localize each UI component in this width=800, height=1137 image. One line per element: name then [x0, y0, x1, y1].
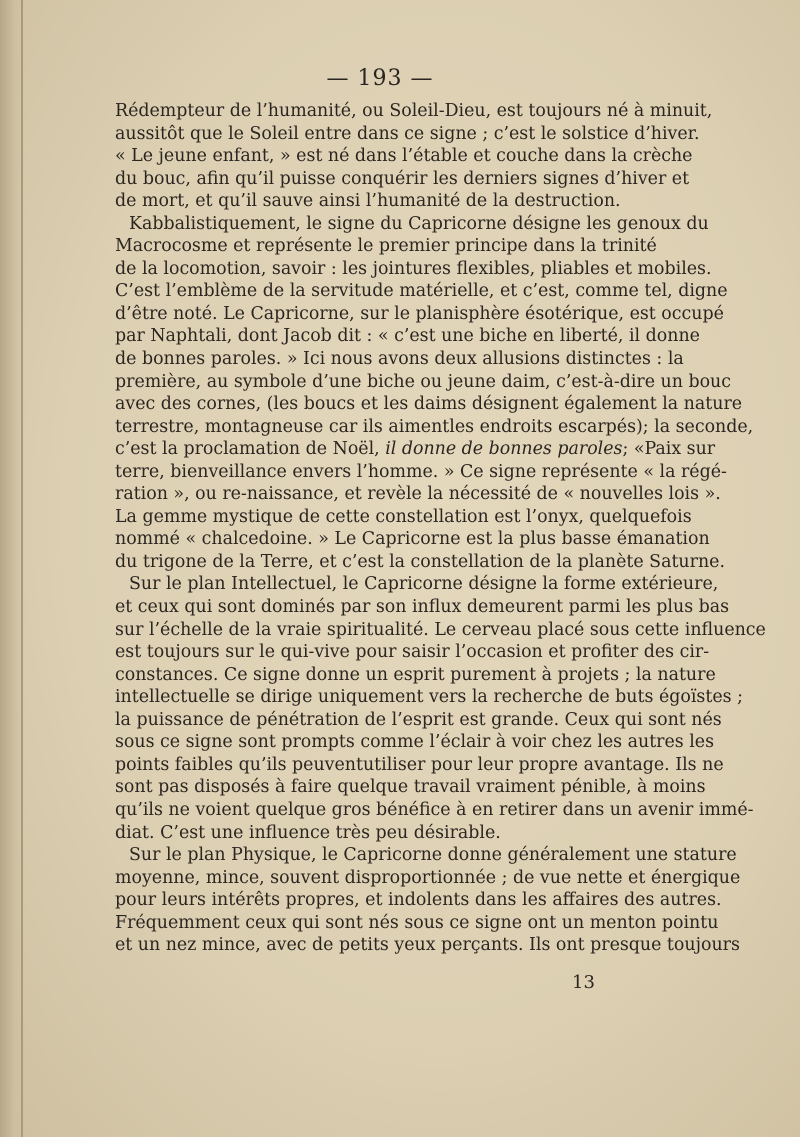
text-line: de la locomotion, savoir : les jointures flexibles, pliables et mobiles.	[115, 258, 712, 279]
text-line: de bonnes paroles. » Ici nous avons deux allusions distinctes : la	[115, 349, 684, 370]
text-line: de mort, et qu’il sauve ainsi l’humanité de la destruction.	[115, 191, 621, 212]
page-binding-edge	[21, 0, 23, 1137]
text-line: Macrocosme et représente le premier principe dans la trinité	[115, 236, 657, 257]
text-line: terrestre, montagneuse car ils aimentles endroits escarpés); la seconde,	[115, 416, 754, 437]
text-line: aussitôt que le Soleil entre dans ce signe ; c’est le solstice d’hiver.	[115, 123, 700, 144]
text-line: qu’ils ne voient quelque gros bénéfice à en retirer dans un avenir immé-	[115, 799, 754, 820]
text-line: et un nez mince, avec de petits yeux perçants. Ils ont presque toujours	[115, 935, 740, 956]
text-line: la puissance de pénétration de l’esprit est grande. Ceux qui sont nés	[115, 709, 722, 730]
italic-phrase: il donne de bonnes paroles	[385, 439, 623, 460]
paragraph-start-line: Kabbalistiquement, le signe du Capricorne désigne les genoux du	[129, 213, 709, 234]
line-tail-text: ; «Paix sur	[622, 439, 716, 460]
text-line: points faibles qu’ils peuventutiliser pour leur propre avantage. Ils ne	[115, 754, 724, 775]
text-line: et ceux qui sont dominés par son influx demeurent parmi les plus bas	[115, 597, 730, 618]
text-line: Rédempteur de l’humanité, ou Soleil-Dieu, est toujours né à minuit,	[115, 101, 713, 121]
text-line-with-italic	[115, 438, 716, 461]
text-line: terre, bienveillance envers l’homme. » Ce signe représente « la régé-	[115, 461, 727, 482]
text-line: ration », ou re-naissance, et revèle la nécessité de « nouvelles lois ».	[115, 484, 721, 505]
text-line: « Le jeune enfant, » est né dans l’étable et couche dans la crèche	[115, 146, 693, 167]
paragraph-start-line: Sur le plan Intellectuel, le Capricorne désigne la forme extérieure,	[129, 574, 719, 595]
text-line: avec des cornes, (les boucs et les daims désignent également la nature	[115, 394, 743, 415]
text-line: première, au symbole d’une biche ou jeune daim, c’est-à-dire un bouc	[115, 371, 732, 392]
text-line: du trigone de la Terre, et c’est la constellation de la planète Saturne.	[115, 551, 725, 572]
paragraph-start-line: Sur le plan Physique, le Capricorne donne généralement une stature	[129, 845, 737, 866]
text-line: d’être noté. Le Capricorne, sur le planisphère ésotérique, est occupé	[115, 303, 724, 324]
text-line: par Naphtali, dont Jacob dit : « c’est une biche en liberté, il donne	[115, 326, 700, 347]
text-line: moyenne, mince, souvent disproportionnée ; de vue nette et énergique	[115, 867, 741, 888]
signature-mark: 13	[572, 972, 595, 993]
text-line: C’est l’emblème de la servitude matérielle, et c’est, comme tel, digne	[115, 281, 728, 302]
text-line: sont pas disposés à faire quelque travail vraiment pénible, à moins	[115, 777, 706, 798]
text-line: intellectuelle se dirige uniquement vers la recherche de buts égoïstes ;	[115, 687, 743, 708]
body-text	[115, 100, 766, 957]
text-line: du bouc, afin qu’il puisse conquérir les derniers signes d’hiver et	[115, 168, 690, 189]
text-line: constances. Ce signe donne un esprit purement à projets ; la nature	[115, 664, 716, 685]
text-line: diat. C’est une influence très peu désirable.	[115, 822, 501, 843]
running-head: — 193 —	[326, 66, 434, 91]
text-line: sur l’échelle de la vraie spiritualité. Le cerveau placé sous cette influence	[115, 619, 766, 640]
text-line: sous ce signe sont prompts comme l’éclair à voir chez les autres les	[115, 732, 715, 753]
text-line: nommé « chalcedoine. » Le Capricorne est la plus basse émanation	[115, 529, 710, 550]
line-lead-text: c’est la proclamation de Noël,	[115, 439, 386, 460]
text-line: est toujours sur le qui-vive pour saisir l’occasion et profiter des cir-	[115, 642, 710, 663]
text-line: Fréquemment ceux qui sont nés sous ce signe ont un menton pointu	[115, 912, 719, 933]
text-line: La gemme mystique de cette constellation est l’onyx, quelquefois	[115, 506, 692, 527]
text-line: pour leurs intérêts propres, et indolents dans les affaires des autres.	[115, 890, 722, 911]
